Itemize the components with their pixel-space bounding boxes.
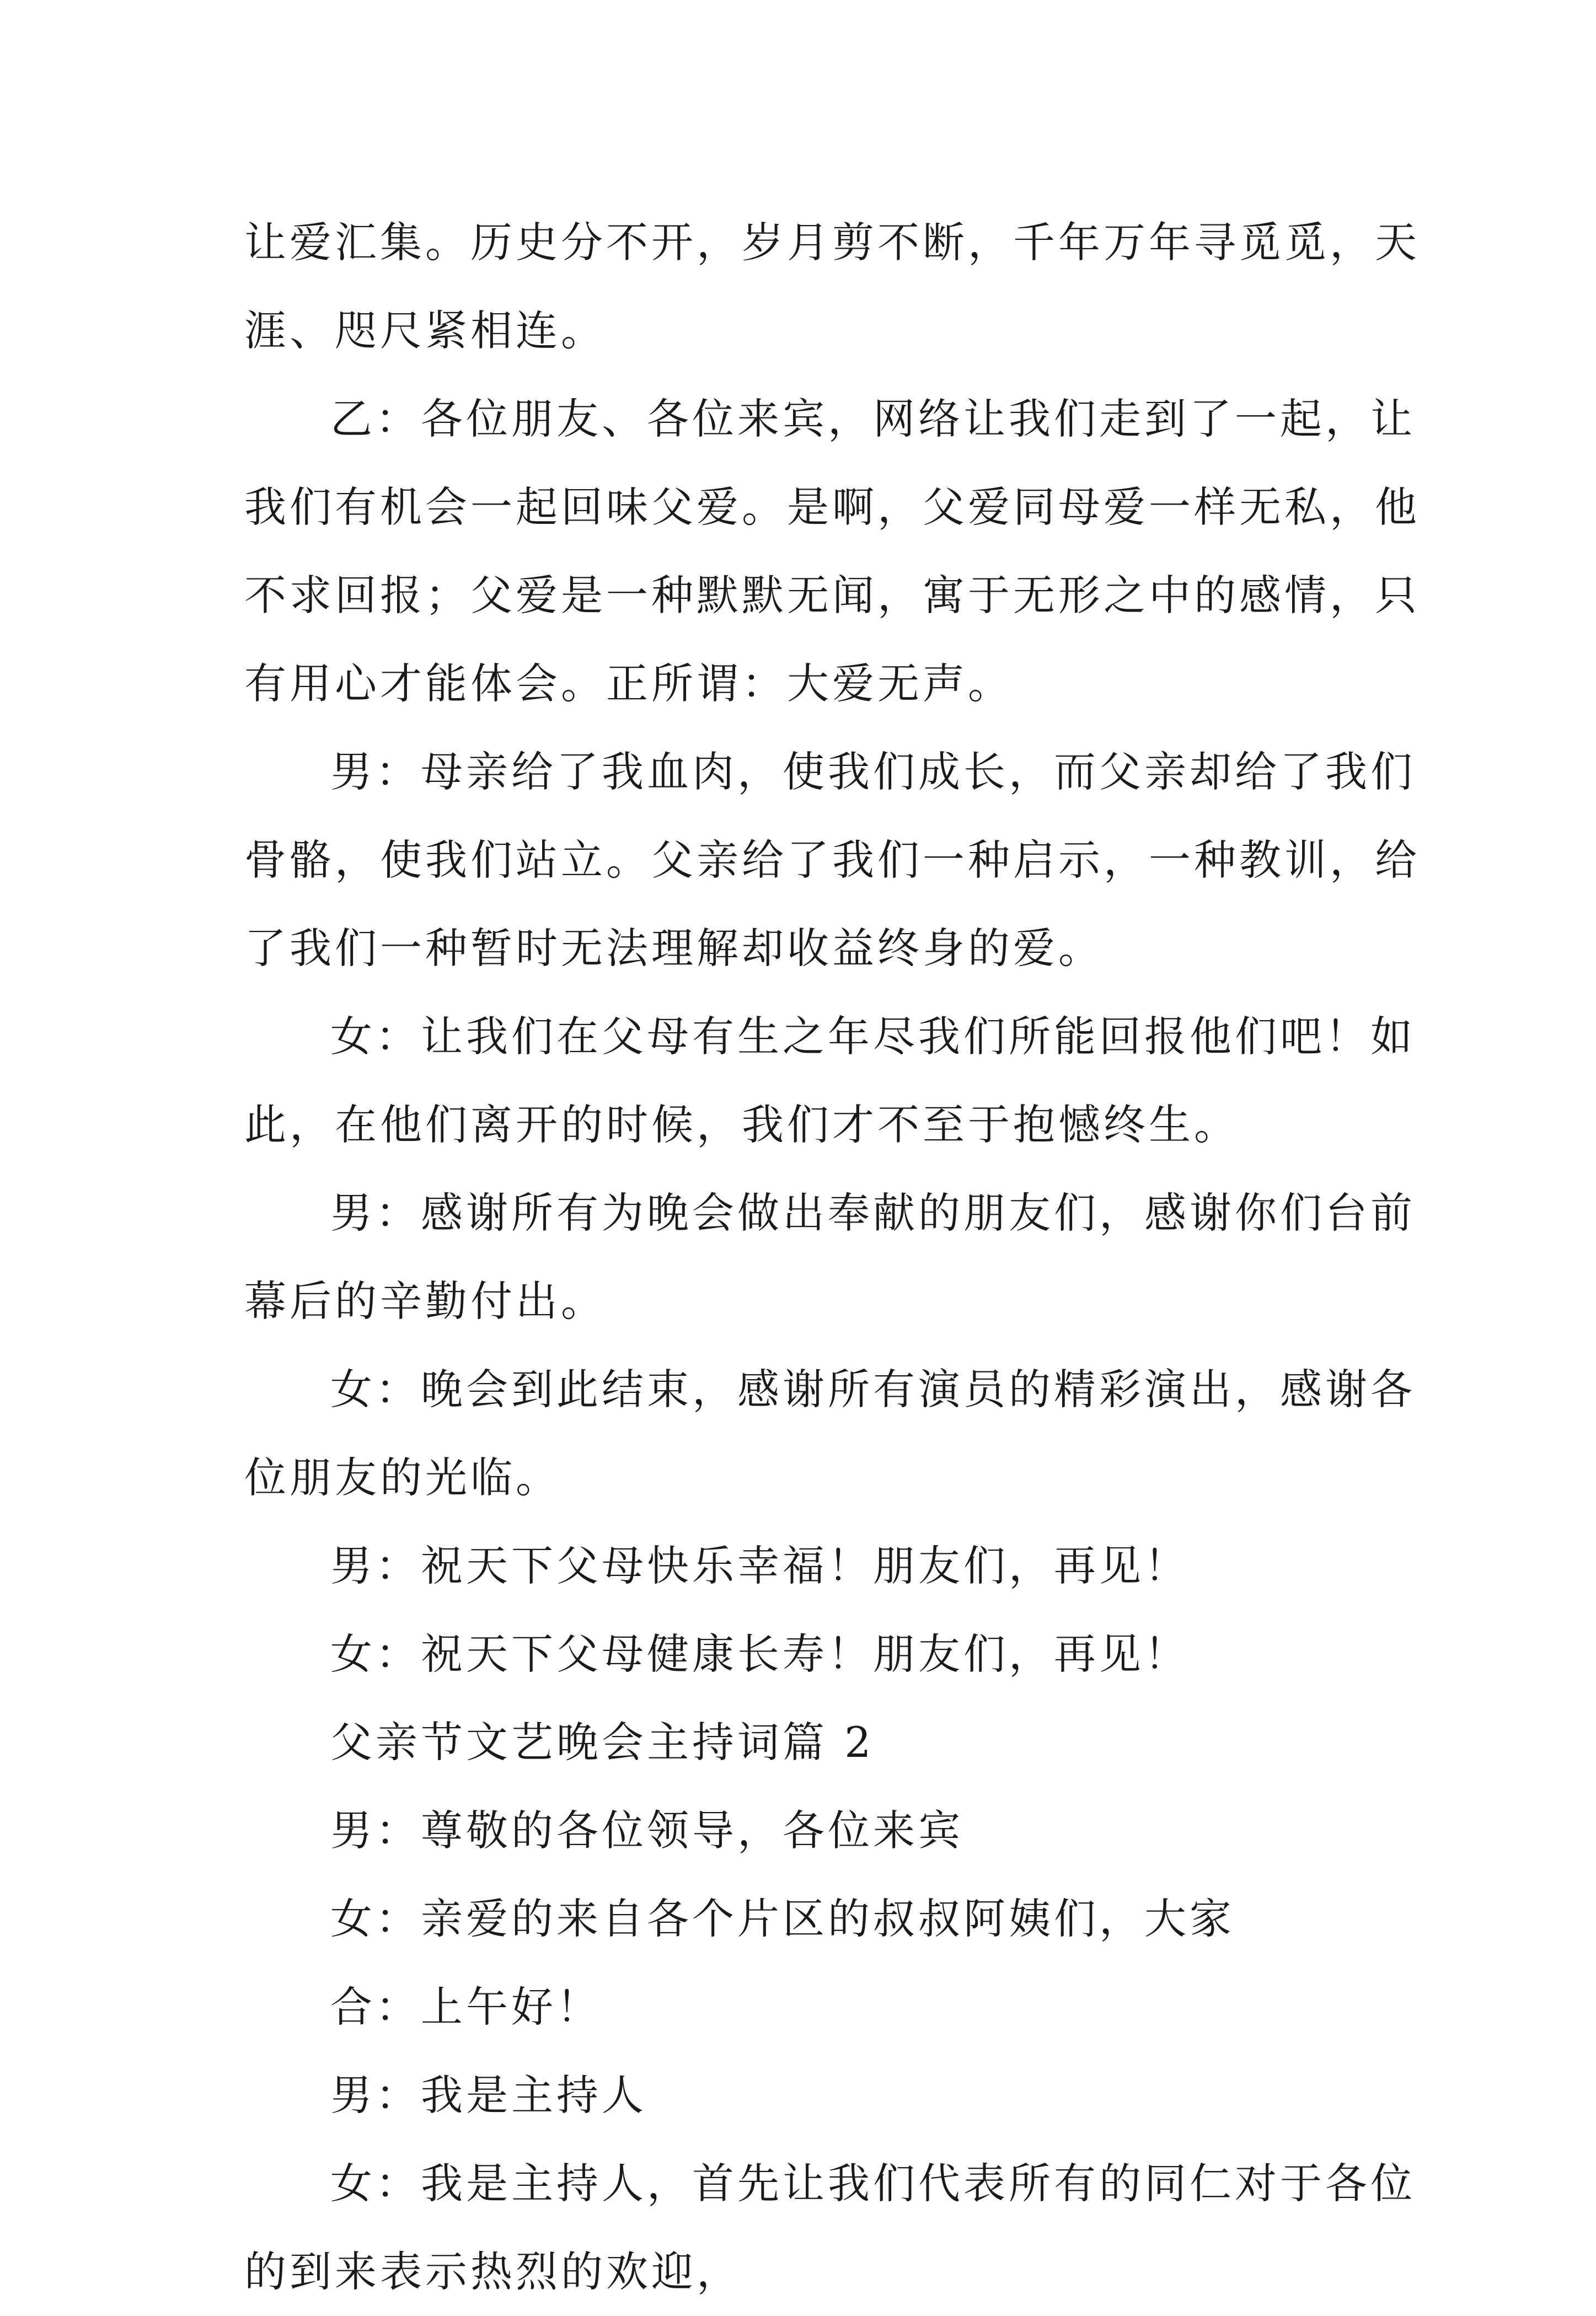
paragraph xyxy=(244,1610,1364,1698)
paragraph xyxy=(244,1963,1364,2051)
paragraph xyxy=(244,2140,1416,2316)
text-line: 幕后的辛勤付出。 xyxy=(244,1277,606,1326)
paragraph xyxy=(244,199,1420,375)
text-line: 的到来表示热烈的欢迎， xyxy=(244,2247,742,2296)
text-line: 女：亲爱的来自各个片区的叔叔阿姨们，大家 xyxy=(330,1894,1235,1943)
text-line: 男：我是主持人 xyxy=(330,2071,647,2120)
paragraph xyxy=(244,1345,1416,1522)
paragraph xyxy=(244,728,1420,993)
text-line: 骨骼，使我们站立。父亲给了我们一种启示，一种教训，给 xyxy=(244,835,1420,884)
text-line: 女：我是主持人，首先让我们代表所有的同仁对于各位 xyxy=(330,2159,1416,2208)
paragraph xyxy=(244,2051,1364,2140)
paragraph xyxy=(244,1169,1416,1345)
text-line: 女：晚会到此结束，感谢所有演员的精彩演出，感谢各 xyxy=(330,1365,1416,1414)
paragraph xyxy=(244,1787,1364,1875)
text-line: 我们有机会一起回味父爱。是啊，父爱同母爱一样无私，他 xyxy=(244,482,1420,532)
text-line: 此，在他们离开的时候，我们才不至于抱憾终生。 xyxy=(244,1100,1239,1149)
text-line: 男：感谢所有为晚会做出奉献的朋友们，感谢你们台前 xyxy=(330,1188,1416,1237)
paragraph xyxy=(244,1698,1364,1787)
text-line: 男：尊敬的各位领导，各位来宾 xyxy=(330,1806,963,1855)
text-line: 男：祝天下父母快乐幸福！朋友们，再见！ xyxy=(330,1541,1190,1590)
paragraph xyxy=(244,1875,1364,1963)
text-line: 有用心才能体会。正所谓：大爱无声。 xyxy=(244,659,1013,708)
paragraph xyxy=(244,1522,1364,1610)
text-line: 让爱汇集。历史分不开，岁月剪不断，千年万年寻觅觅，天 xyxy=(244,218,1420,267)
text-line: 女：祝天下父母健康长寿！朋友们，再见！ xyxy=(330,1629,1190,1679)
paragraph xyxy=(244,993,1416,1169)
text-line: 男：母亲给了我血肉，使我们成长，而父亲却给了我们 xyxy=(330,747,1416,796)
text-line: 乙：各位朋友、各位来宾，网络让我们走到了一起，让 xyxy=(330,394,1416,443)
text-line: 位朋友的光临。 xyxy=(244,1453,561,1502)
text-line: 了我们一种暂时无法理解却收益终身的爱。 xyxy=(244,924,1104,973)
document-page xyxy=(244,199,1420,2316)
text-line: 女：让我们在父母有生之年尽我们所能回报他们吧！如 xyxy=(330,1012,1416,1061)
paragraph xyxy=(244,375,1420,728)
text-line: 父亲节文艺晚会主持词篇 2 xyxy=(330,1718,875,1767)
text-line: 不求回报；父爱是一种默默无闻，寓于无形之中的感情，只 xyxy=(244,571,1420,620)
text-line: 合：上午好！ xyxy=(330,1982,602,2031)
text-line: 涯、咫尺紧相连。 xyxy=(244,306,606,355)
